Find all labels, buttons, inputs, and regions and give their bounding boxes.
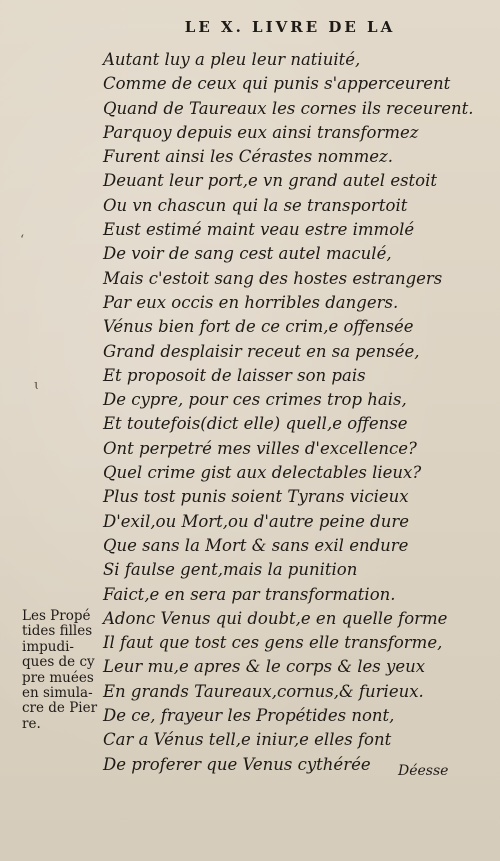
ink-mark: ɩ (34, 378, 40, 393)
verse-line: Car a Vénus tell,e iniur,e elles font (103, 730, 392, 750)
catchword: Déesse (398, 763, 449, 779)
verse-line: Eust estimé maint veau estre immolé (103, 220, 415, 240)
verse-line: Si faulse gent,mais la punition (103, 560, 358, 580)
margin-note-line: en simula- (22, 685, 93, 702)
verse-line: Comme de ceux qui punis s'apperceurent (103, 74, 451, 94)
verse-text (103, 48, 495, 777)
verse-line: En grands Taureaux,cornus,& furieux. (103, 681, 424, 701)
margin-note-line: impudi- (22, 638, 74, 655)
verse-line: Quel crime gist aux delectables lieux? (103, 463, 422, 483)
verse-line: Ou vn chascun qui la se transportoit (103, 195, 408, 215)
verse-line: Et toutefois(dict elle) quell,e offense (103, 414, 408, 434)
verse-line: Par eux occis en horribles dangers. (103, 292, 399, 312)
verse-line: Leur mu,e apres & le corps & les yeux (103, 657, 426, 677)
margin-note-line: cre de Pier (22, 700, 98, 717)
verse-line: De proferer que Venus cythérée (103, 754, 371, 774)
verse-line: Ont perpetré mes villes d'excellence? (103, 438, 417, 458)
verse-line: Vénus bien fort de ce crim,e offensée (103, 317, 414, 337)
verse-line: De cypre, pour ces crimes trop hais, (103, 390, 407, 410)
verse-line: Parquoy depuis eux ainsi transformez (103, 122, 419, 142)
verse-line: Plus tost punis soient Tyrans vicieux (103, 487, 409, 507)
verse-line: Grand desplaisir receut en sa pensée, (103, 341, 420, 361)
verse-line: Furent ainsi les Cérastes nommez. (103, 147, 393, 167)
margin-note-line: ques de cy (22, 654, 95, 671)
verse-line: Mais c'estoit sang des hostes estrangers (103, 268, 443, 288)
verse-line: Que sans la Mort & sans exil endure (103, 535, 409, 555)
margin-note-line: re. (22, 715, 41, 732)
verse-line: Faict,e en sera par transformation. (103, 584, 396, 604)
verse-line: Autant luy a pleu leur natiuité, (103, 50, 361, 69)
running-header: LE X. LIVRE DE LA (184, 18, 396, 36)
margin-note-line: tides filles (22, 623, 93, 640)
verse-line: Et proposoit de laisser son pais (103, 365, 366, 385)
margin-note (22, 609, 98, 732)
verse-line: De voir de sang cest autel maculé, (103, 244, 392, 264)
verse-line: Quand de Taureaux les cornes ils receurent. (103, 98, 474, 118)
verse-line: Il faut que tost ces gens elle transforme, (103, 633, 443, 653)
margin-note-line: pre muées (22, 669, 94, 686)
verse-line: Adonc Venus qui doubt,e en quelle forme (103, 608, 448, 628)
verse-line: De ce, frayeur les Propétides nont, (103, 706, 395, 726)
ink-mark: ʻ (20, 233, 25, 248)
verse-line: D'exil,ou Mort,ou d'autre peine dure (103, 511, 410, 531)
margin-note-line: Les Propé (22, 608, 91, 624)
verse-line: Deuant leur port,e vn grand autel estoit (103, 171, 438, 191)
